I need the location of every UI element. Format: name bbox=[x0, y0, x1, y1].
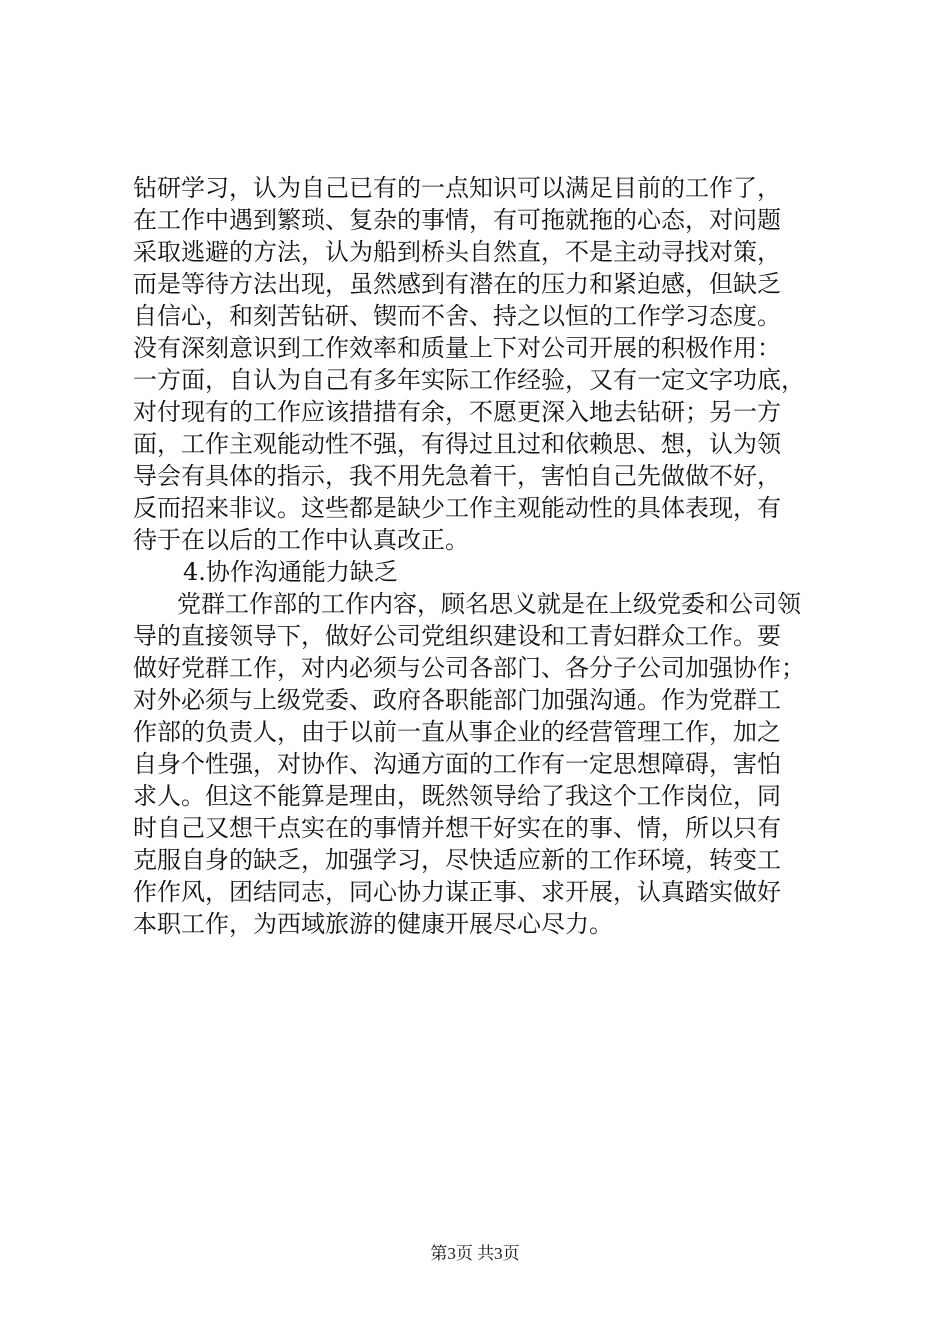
paragraph-line: 采取逃避的方法，认为船到桥头自然直，不是主动寻找对策， bbox=[133, 238, 781, 266]
paragraph-line: 对付现有的工作应该措措有余，不愿更深入地去钻研；另一方 bbox=[133, 398, 781, 426]
paragraph-line: 作作风，团结同志，同心协力谋正事、求开展，认真踏实做好 bbox=[133, 878, 781, 906]
paragraph-line: 克服自身的缺乏，加强学习，尽快适应新的工作环境，转变工 bbox=[133, 846, 781, 874]
paragraph-line: 求人。但这不能算是理由，既然领导给了我这个工作岗位，同 bbox=[133, 782, 781, 810]
section-heading: 4.协作沟通能力缺乏 bbox=[183, 558, 398, 586]
paragraph-line: 本职工作，为西域旅游的健康开展尽心尽力。 bbox=[133, 910, 613, 938]
paragraph-line: 作部的负责人，由于以前一直从事企业的经营管理工作，加之 bbox=[133, 718, 781, 746]
paragraph-line: 党群工作部的工作内容，顾名思义就是在上级党委和公司领 bbox=[177, 590, 801, 618]
paragraph-line: 对外必须与上级党委、政府各职能部门加强沟通。作为党群工 bbox=[133, 686, 781, 714]
paragraph-line: 自信心，和刻苦钻研、锲而不舍、持之以恒的工作学习态度。 bbox=[133, 302, 781, 330]
paragraph-line: 做好党群工作，对内必须与公司各部门、各分子公司加强协作； bbox=[133, 654, 805, 682]
paragraph-line: 面，工作主观能动性不强，有得过且过和依赖思、想，认为领 bbox=[133, 430, 781, 458]
paragraph-line: 一方面，自认为自己有多年实际工作经验，又有一定文字功底， bbox=[133, 366, 805, 394]
paragraph-line: 反而招来非议。这些都是缺少工作主观能动性的具体表现，有 bbox=[133, 494, 781, 522]
paragraph-line: 钻研学习，认为自己已有的一点知识可以满足目前的工作了， bbox=[133, 174, 781, 202]
paragraph-line: 时自己又想干点实在的事情并想干好实在的事、情，所以只有 bbox=[133, 814, 781, 842]
paragraph-line: 没有深刻意识到工作效率和质量上下对公司开展的积极作用： bbox=[133, 334, 781, 362]
page-number-footer: 第3页 共3页 bbox=[430, 1244, 520, 1263]
paragraph-line: 自身个性强，对协作、沟通方面的工作有一定思想障碍，害怕 bbox=[133, 750, 781, 778]
paragraph-line: 而是等待方法出现，虽然感到有潜在的压力和紧迫感，但缺乏 bbox=[133, 270, 781, 298]
paragraph-line: 导的直接领导下，做好公司党组织建设和工青妇群众工作。要 bbox=[133, 622, 781, 650]
paragraph-line: 导会有具体的指示，我不用先急着干，害怕自己先做做不好， bbox=[133, 462, 781, 490]
paragraph-line: 待于在以后的工作中认真改正。 bbox=[133, 526, 469, 554]
paragraph-line: 在工作中遇到繁琐、复杂的事情，有可拖就拖的心态，对问题 bbox=[133, 206, 781, 234]
